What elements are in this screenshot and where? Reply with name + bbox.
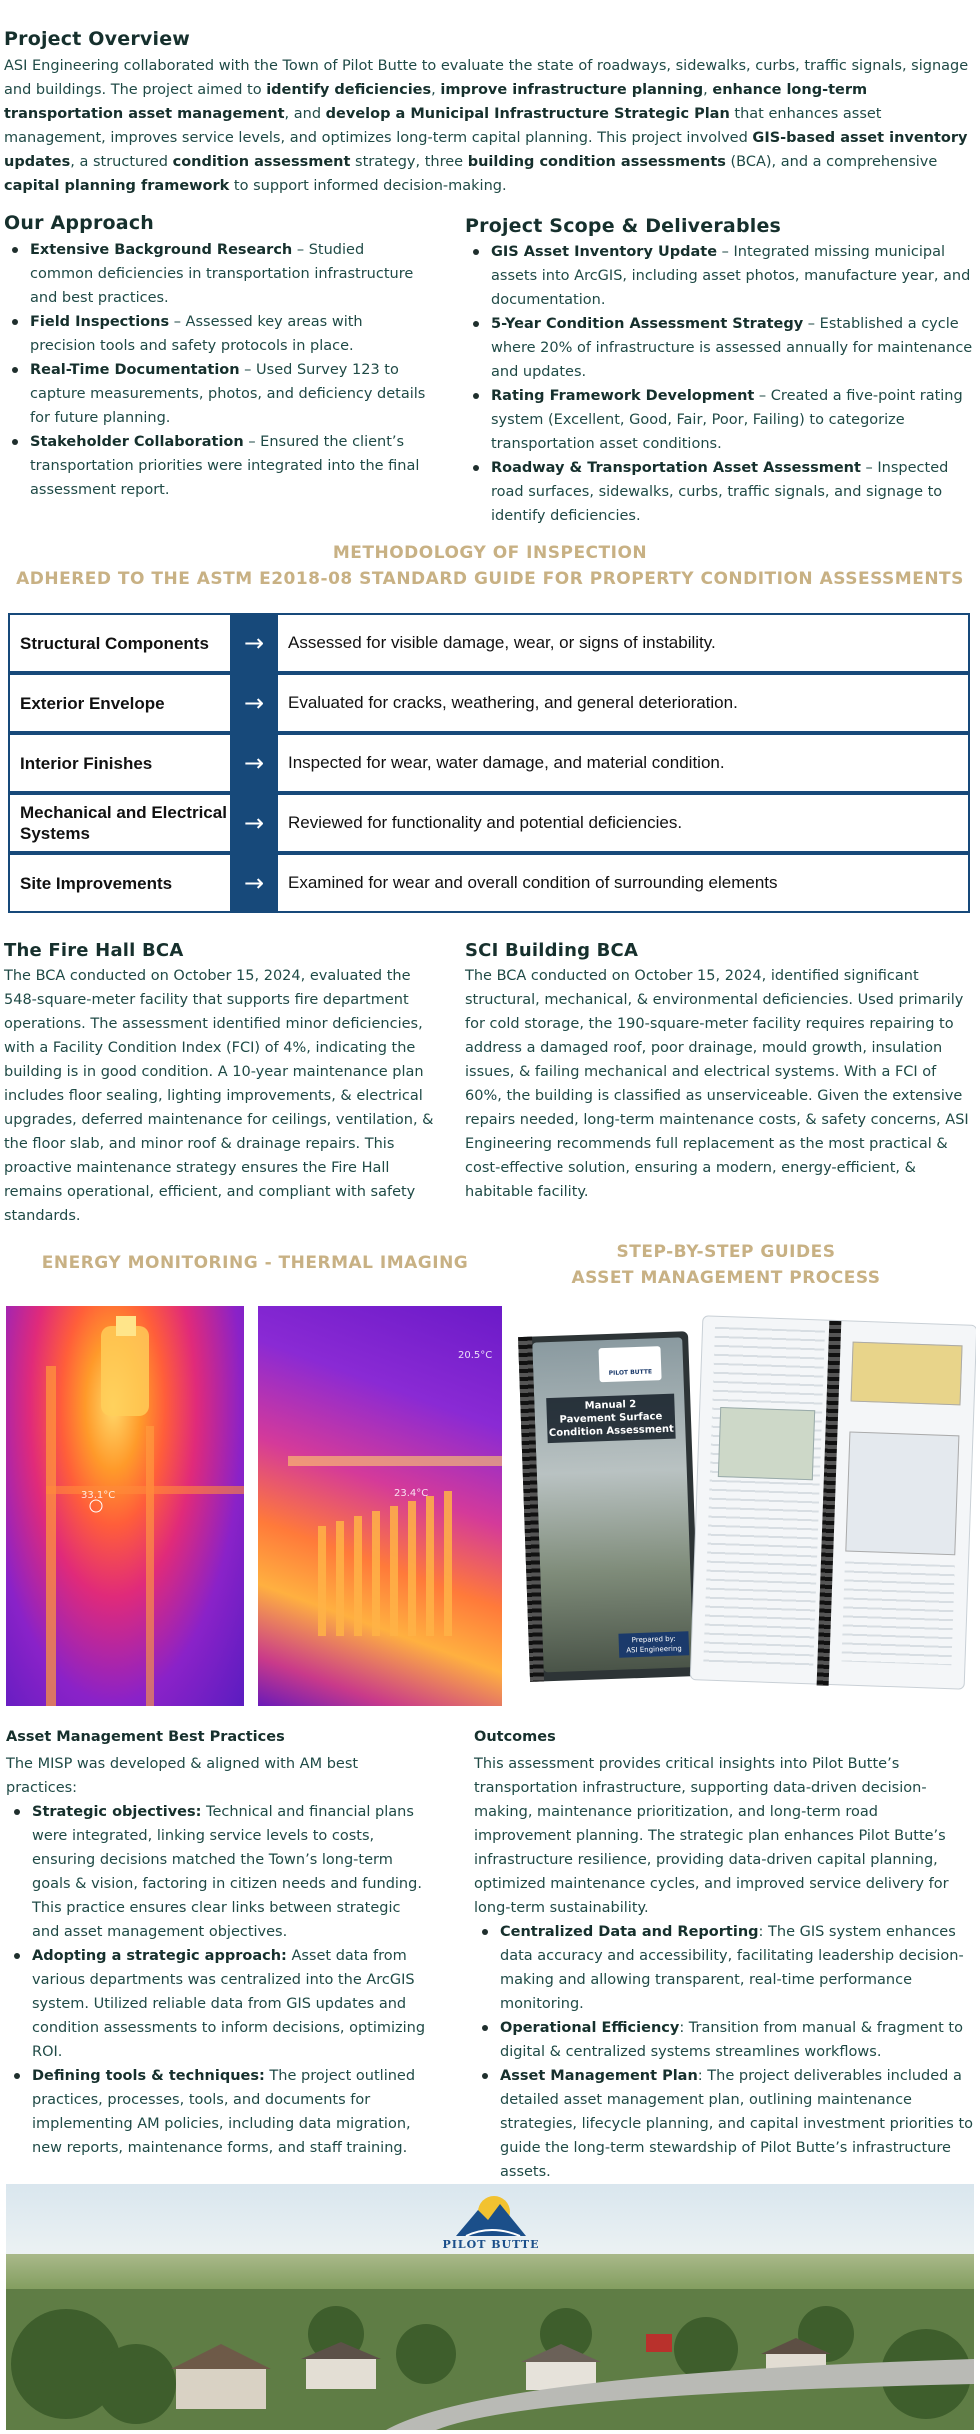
arrow-right-icon: → <box>230 735 278 791</box>
sci-title: SCI Building BCA <box>465 940 639 961</box>
list-item: Roadway & Transportation Asset Assessment – Inspected road surfaces, sidewalks, curbs, traffic signals, and signage to identify deficiencies. <box>465 456 977 528</box>
manuals-image <box>516 1306 976 1706</box>
arrow-right-icon: → <box>230 615 278 671</box>
method-label: Interior Finishes <box>20 753 153 773</box>
approach-title: Our Approach <box>4 212 155 234</box>
method-row-mechanical <box>8 793 970 853</box>
arrow-right-icon: → <box>230 855 278 911</box>
methodology-subtitle: ADHERED TO THE ASTM E2018-08 STANDARD GUIDE FOR PROPERTY CONDITION ASSESSMENTS <box>16 569 964 589</box>
method-row-interior <box>8 733 970 793</box>
arrow-right-icon: → <box>230 675 278 731</box>
method-desc: Reviewed for functionality and potential deficiencies. <box>288 813 683 832</box>
outcomes-title: Outcomes <box>474 1729 556 1745</box>
method-row-structural <box>8 613 970 673</box>
guides-subtitle: ASSET MANAGEMENT PROCESS <box>571 1268 881 1288</box>
town-photo <box>6 2184 974 2430</box>
firehall-text: The BCA conducted on October 15, 2024, evaluated the 548-square-meter facility that supports fire department operations. The assessment identified minor deficiencies, with a Facility Condition Index (FCI) of 4%, indicating the building is in good condition. A 10-year maintenance plan includes floor sealing, lighting improvements, & electrical upgrades, deferred maintenance for ceilings, ventilation, & the floor slab, and minor roof & drainage repairs. This proactive maintenance strategy ensures the Fire Hall remains operational, efficient, and compliant with safety standards. <box>4 968 434 1224</box>
best-practices-intro: The MISP was developed & aligned with AM best practices: <box>6 1756 359 1796</box>
thermal-image-2 <box>258 1306 502 1706</box>
thermal-temp-label: 23.4°C <box>394 1488 429 1499</box>
sci-text: The BCA conducted on October 15, 2024, identified significant structural, mechanical, & environmental deficiencies. Used primarily for cold storage, the 190-square-meter facility requires repairing to address a damaged roof, poor drainage, mould growth, insulation issues, & failing mechanical and electrical systems. With a FCI of 60%, the building is classified as unserviceable. Given the extensive repairs needed, long-term maintenance costs, & safety concerns, ASI Engineering recommends full replacement as the most practical & cost-effective solution, ensuring a modern, energy-efficient, & habitable facility. <box>465 968 969 1200</box>
scope-list <box>465 240 977 528</box>
thermal-pipes-graphic <box>6 1306 244 1706</box>
best-practices-list <box>6 1800 426 2160</box>
logo-emblem-icon <box>436 2190 546 2238</box>
guides-title: STEP-BY-STEP GUIDES <box>616 1242 836 1262</box>
manual-book-open <box>690 1315 976 1689</box>
method-desc: Assessed for visible damage, wear, or signs of instability. <box>288 633 716 652</box>
method-desc: Examined for wear and overall condition of surrounding elements <box>288 873 778 892</box>
logo-text: PILOT BUTTE <box>442 2238 540 2251</box>
energy-title: ENERGY MONITORING - THERMAL IMAGING <box>41 1253 469 1273</box>
manual-prepared: Prepared by: ASI Engineering <box>618 1631 689 1657</box>
method-label: Site Improvements <box>20 873 173 893</box>
scope-title: Project Scope & Deliverables <box>465 215 782 237</box>
list-item: Centralized Data and Reporting: The GIS system enhances data accuracy and accessibility, facilitating leadership decision-making and allowing transparent, real-time performance monitoring. <box>474 1920 978 2016</box>
thermal-temp-label: 20.5°C <box>458 1350 493 1361</box>
method-row-exterior <box>8 673 970 733</box>
list-item: Defining tools & techniques: The project outlined practices, processes, tools, and documents for implementing AM policies, including data migration, new reports, maintenance forms, and staff training. <box>6 2064 426 2160</box>
thermal-radiator-graphic <box>258 1306 502 1706</box>
overview-text: ASI Engineering collaborated with the Town of Pilot Butte to evaluate the state of roadways, sidewalks, curbs, traffic signals, signage and buildings. The project aimed to identify deficiencies, improve infrastructure planning, enhance long-term transportation asset management, and develop a Municipal Infrastructure Strategic Plan that enhances asset management, improves service levels, and optimizes long-term capital planning. This project involved GIS-based asset inventory updates, a structured condition assessment strategy, three building condition assessments (BCA), and a comprehensive capital planning framework to support informed decision-making. <box>4 58 969 194</box>
arrow-right-icon: → <box>230 795 278 851</box>
list-item: Real-Time Documentation – Used Survey 123 to capture measurements, photos, and deficiency details for future planning. <box>4 358 430 430</box>
method-label: Mechanical and Electrical Systems <box>20 803 227 843</box>
manual-book-left <box>518 1331 700 1682</box>
method-desc: Inspected for wear, water damage, and material condition. <box>288 753 725 772</box>
method-desc: Evaluated for cracks, weathering, and general deterioration. <box>288 693 738 712</box>
list-item: Asset Management Plan: The project deliverables included a detailed asset management plan, outlining maintenance strategies, lifecycle planning, and capital investment priorities to guide the long-term stewardship of Pilot Butte’s infrastructure assets. <box>474 2064 978 2184</box>
methodology-title: METHODOLOGY OF INSPECTION <box>332 543 648 563</box>
list-item: GIS Asset Inventory Update – Integrated missing municipal assets into ArcGIS, including asset photos, manufacture year, and documentation. <box>465 240 977 312</box>
list-item: Extensive Background Research – Studied common deficiencies in transportation infrastructure and best practices. <box>4 238 430 310</box>
method-row-site <box>8 853 970 913</box>
list-item: Strategic objectives: Technical and financial plans were integrated, linking service levels to costs, ensuring decisions matched the Town’s long-term goals & vision, factoring in citizen needs and funding. This practice ensures clear links between strategic and asset management objectives. <box>6 1800 426 1944</box>
firehall-title: The Fire Hall BCA <box>4 940 184 961</box>
pilot-butte-logo <box>436 2190 546 2260</box>
thermal-image-1 <box>6 1306 244 1706</box>
thermal-temp-label: 33.1°C <box>81 1490 116 1501</box>
overview-title: Project Overview <box>4 28 191 50</box>
manual-title: Manual 2 Pavement Surface Condition Assessment <box>546 1394 675 1443</box>
list-item: Adopting a strategic approach: Asset data from various departments was centralized into the ArcGIS system. Utilized reliable data from GIS updates and condition assessments to inform decisions, optimizing ROI. <box>6 1944 426 2064</box>
list-item: Stakeholder Collaboration – Ensured the client’s transportation priorities were integrated into the final assessment report. <box>4 430 430 502</box>
best-practices-title: Asset Management Best Practices <box>6 1729 285 1745</box>
list-item: Operational Efficiency: Transition from manual & fragment to digital & centralized systems streamlines workflows. <box>474 2016 978 2064</box>
manual-brand: PILOT BUTTE <box>598 1346 661 1382</box>
approach-list <box>4 238 430 502</box>
method-label: Exterior Envelope <box>20 693 165 713</box>
outcomes-intro: This assessment provides critical insights into Pilot Butte’s transportation infrastructure, supporting data-driven decision-making, maintenance prioritization, and long-term road improvement planning. The strategic plan enhances Pilot Butte’s infrastructure resilience, providing data-driven capital planning, optimized maintenance cycles, and improved service delivery for long-term sustainability. <box>474 1756 949 1916</box>
outcomes-list <box>474 1920 978 2184</box>
list-item: Rating Framework Development – Created a five-point rating system (Excellent, Good, Fair, Poor, Failing) to categorize transportation asset conditions. <box>465 384 977 456</box>
method-label: Structural Components <box>20 633 209 653</box>
list-item: Field Inspections – Assessed key areas with precision tools and safety protocols in place. <box>4 310 430 358</box>
list-item: 5-Year Condition Assessment Strategy – Established a cycle where 20% of infrastructure is assessed annually for maintenance and updates. <box>465 312 977 384</box>
